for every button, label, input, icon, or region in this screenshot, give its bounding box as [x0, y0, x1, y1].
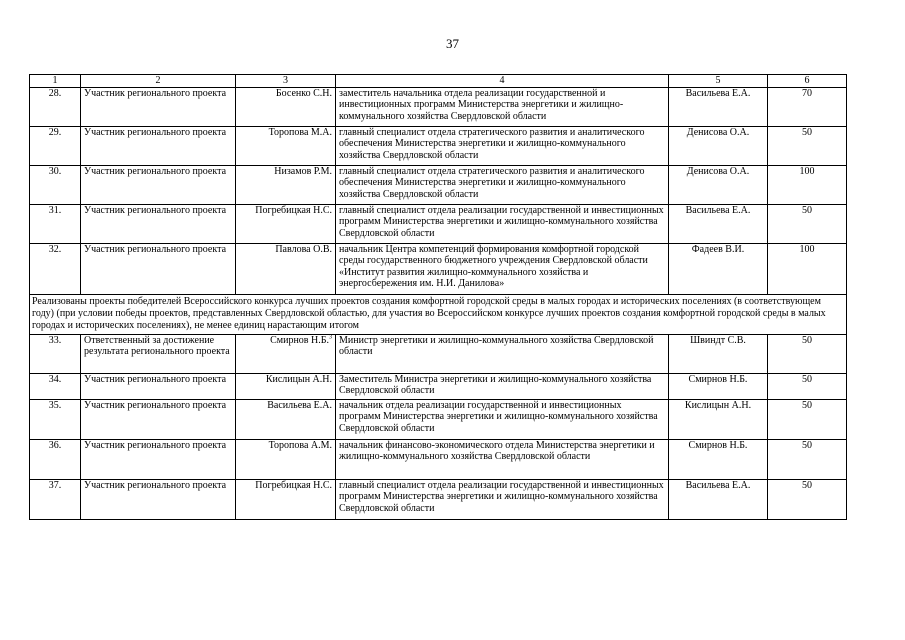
supervisor-cell-text: Денисова О.А. [686, 127, 750, 138]
row-number-text: 34. [48, 374, 62, 385]
role-cell-text: Участник регионального проекта [84, 440, 227, 451]
role-cell-text: Участник регионального проекта [84, 205, 227, 216]
supervisor-cell-text: Денисова О.А. [686, 166, 750, 177]
name-cell [236, 244, 336, 295]
table-row [30, 166, 847, 205]
position-cell [336, 480, 669, 520]
row-number [30, 205, 81, 244]
row-number [30, 127, 81, 166]
row-number-text: 35. [48, 400, 62, 411]
name-cell [236, 400, 336, 440]
supervisor-cell [669, 335, 768, 374]
role-cell-text: Участник регионального проекта [84, 166, 227, 177]
role-cell-text: Участник регионального проекта [84, 127, 227, 138]
name-cell-text: Торопова А.М. [268, 440, 332, 451]
supervisor-cell-text: Васильева Е.А. [685, 480, 751, 491]
role-cell [81, 166, 236, 205]
role-cell [81, 374, 236, 400]
staff-table [29, 74, 847, 520]
role-cell-text: Участник регионального проекта [84, 480, 227, 491]
table-row [30, 127, 847, 166]
position-cell-text: Министр энергетики и жилищно-коммунального хозяйства Свердловской области [339, 335, 654, 358]
percent-cell-text: 100 [799, 244, 815, 255]
row-number [30, 400, 81, 440]
supervisor-cell [669, 244, 768, 295]
percent-cell-text: 50 [802, 335, 812, 346]
position-cell [336, 88, 669, 127]
role-cell [81, 205, 236, 244]
percent-cell [768, 440, 847, 480]
position-cell [336, 374, 669, 400]
name-cell-text: Кислицын А.Н. [265, 374, 332, 385]
position-cell-text: главный специалист отдела стратегического развития и аналитического обеспечения Министерства энергетики и жилищно-коммунального хозяйства Свердловской области [339, 127, 645, 161]
position-cell-text: начальник Центра компетенций формирования комфортной городской среды государственного бюджетного учреждения Свердловской области «Институт развития жилищно-коммунального хозяйства и энергосбережения им. Н.И. Данилова» [339, 244, 648, 289]
percent-cell [768, 127, 847, 166]
percent-cell [768, 335, 847, 374]
position-cell-text: заместитель начальника отдела реализации государственной и инвестиционных программ Министерства энергетики и жилищно-коммунального хозяйства Свердловской области [339, 88, 624, 122]
supervisor-cell-text: Фадеев В.И. [691, 244, 745, 255]
supervisor-cell [669, 205, 768, 244]
row-number-text: 32. [48, 244, 62, 255]
position-cell [336, 205, 669, 244]
percent-cell [768, 480, 847, 520]
supervisor-cell [669, 166, 768, 205]
table-row [30, 374, 847, 400]
row-number-text: 37. [48, 480, 62, 491]
supervisor-cell [669, 440, 768, 480]
table-row [30, 88, 847, 127]
position-cell-text: главный специалист отдела реализации государственной и инвестиционных программ Министерства энергетики и жилищно-коммунального хозяйства Свердловской области [339, 480, 664, 514]
supervisor-cell-text: Швиндт С.В. [690, 335, 746, 346]
column-number-header [30, 75, 847, 88]
percent-cell-text: 50 [802, 127, 812, 138]
row-number-text: 28. [48, 88, 62, 99]
role-cell [81, 127, 236, 166]
position-cell-text: главный специалист отдела реализации государственной и инвестиционных программ Министерства энергетики и жилищно-коммунального хозяйства Свердловской области [339, 205, 664, 239]
percent-cell [768, 244, 847, 295]
section-heading: Реализованы проекты победителей Всероссийского конкурса лучших проектов создания комфортной городской среды в малых городах и исторических поселениях (в соответствующем году) (при условии победы проектов, представленных Свердловской областью, для участия во Всероссийском конкурсе лучших проектов создания комфортной городской среды в малых городах и исторических поселениях), не менее единиц нарастающим итогом [30, 295, 847, 335]
name-cell-text: Босенко С.Н. [275, 88, 332, 99]
row-number [30, 480, 81, 520]
role-cell-text: Участник регионального проекта [84, 244, 227, 255]
percent-cell [768, 374, 847, 400]
percent-cell-text: 50 [802, 400, 812, 411]
row-number [30, 244, 81, 295]
percent-cell [768, 205, 847, 244]
role-cell [81, 480, 236, 520]
header-cell: 6 [768, 75, 847, 88]
table-row [30, 480, 847, 520]
percent-cell-text: 50 [802, 440, 812, 451]
role-cell [81, 400, 236, 440]
role-cell [81, 88, 236, 127]
role-cell-text: Участник регионального проекта [84, 88, 227, 99]
header-cell: 5 [669, 75, 768, 88]
name-cell [236, 440, 336, 480]
supervisor-cell [669, 400, 768, 440]
row-number [30, 374, 81, 400]
position-cell [336, 127, 669, 166]
percent-cell-text: 70 [802, 88, 812, 99]
name-cell-text: Погребицкая Н.С. [255, 480, 332, 491]
name-cell-text: Васильева Е.А. [267, 400, 332, 411]
header-cell: 4 [336, 75, 669, 88]
position-cell-text: начальник отдела реализации государственной и инвестиционных программ Министерства энергетики и жилищно-коммунального хозяйства Свердловской области [339, 400, 658, 434]
name-cell [236, 205, 336, 244]
row-number-text: 33. [48, 335, 62, 346]
supervisor-cell-text: Кислицын А.Н. [684, 400, 752, 411]
supervisor-cell [669, 127, 768, 166]
name-cell [236, 480, 336, 520]
row-number-text: 31. [48, 205, 62, 216]
role-cell [81, 335, 236, 374]
position-cell [336, 244, 669, 295]
role-cell [81, 440, 236, 480]
name-cell-text: Смирнов Н.Б. [270, 335, 329, 346]
row-number [30, 88, 81, 127]
position-cell-text: Заместитель Министра энергетики и жилищно-коммунального хозяйства Свердловской области [339, 374, 652, 397]
table-row [30, 400, 847, 440]
position-cell [336, 440, 669, 480]
row-number-text: 29. [48, 127, 62, 138]
row-number [30, 335, 81, 374]
header-cell: 2 [81, 75, 236, 88]
name-cell [236, 127, 336, 166]
name-cell [236, 374, 336, 400]
row-number [30, 166, 81, 205]
position-cell-text: начальник финансово-экономического отдела Министерства энергетики и жилищно-коммунального хозяйства Свердловской области [339, 440, 655, 463]
percent-cell [768, 88, 847, 127]
row-number-text: 30. [48, 166, 62, 177]
role-cell-text: Участник регионального проекта [84, 374, 227, 385]
header-cell: 3 [236, 75, 336, 88]
role-cell [81, 244, 236, 295]
supervisor-cell [669, 374, 768, 400]
name-cell-text: Низамов Р.М. [274, 166, 332, 177]
position-cell [336, 166, 669, 205]
name-cell [236, 166, 336, 205]
supervisor-cell [669, 88, 768, 127]
row-number [30, 440, 81, 480]
position-cell [336, 400, 669, 440]
percent-cell-text: 100 [799, 166, 815, 177]
supervisor-cell-text: Васильева Е.А. [685, 88, 751, 99]
row-number-text: 36. [48, 440, 62, 451]
header-cell: 1 [30, 75, 81, 88]
position-cell-text: главный специалист отдела стратегического развития и аналитического обеспечения Министерства энергетики и жилищно-коммунального хозяйства Свердловской области [339, 166, 645, 200]
page-number: 37 [446, 36, 459, 51]
name-cell-text: Павлова О.В. [275, 244, 332, 255]
percent-cell-text: 50 [802, 480, 812, 491]
name-cell-text: Погребицкая Н.С. [255, 205, 332, 216]
name-cell [236, 88, 336, 127]
section-row [30, 295, 847, 335]
position-cell [336, 335, 669, 374]
name-cell-text: Торопова М.А. [268, 127, 332, 138]
percent-cell [768, 166, 847, 205]
table-row [30, 440, 847, 480]
footnote-marker: 3 [329, 334, 332, 341]
supervisor-cell-text: Смирнов Н.Б. [688, 440, 748, 451]
supervisor-cell-text: Васильева Е.А. [685, 205, 751, 216]
table-row [30, 335, 847, 374]
percent-cell-text: 50 [802, 205, 812, 216]
table-row [30, 205, 847, 244]
table-row [30, 244, 847, 295]
role-cell-text: Участник регионального проекта [84, 400, 227, 411]
role-cell-text: Ответственный за достижение результата регионального проекта [84, 335, 230, 358]
supervisor-cell [669, 480, 768, 520]
name-cell [236, 335, 336, 374]
percent-cell-text: 50 [802, 374, 812, 385]
percent-cell [768, 400, 847, 440]
supervisor-cell-text: Смирнов Н.Б. [688, 374, 748, 385]
